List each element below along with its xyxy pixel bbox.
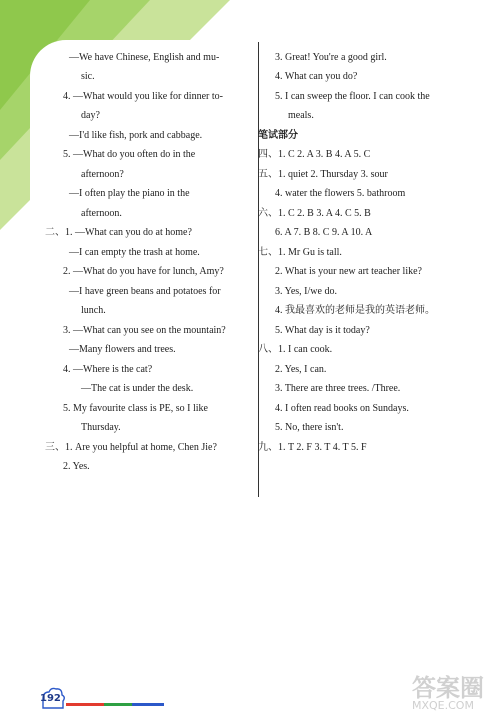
answer-line: 2. Yes, I can.	[275, 364, 327, 375]
answer-line: 七、1. Mr Gu is tall.	[258, 247, 342, 258]
watermark-url: MXQE.COM	[412, 699, 474, 712]
answer-line: 4. water the flowers 5. bathroom	[275, 188, 406, 199]
answer-line: afternoon.	[81, 208, 122, 219]
answer-line: 5. My favourite class is PE, so I like	[63, 403, 208, 414]
watermark	[412, 676, 484, 712]
watermark-title: 答案圈	[412, 674, 484, 702]
answer-line: 5. No, there isn't.	[275, 422, 344, 433]
answer-line: 4. —Where is the cat?	[63, 364, 153, 375]
answer-line: 二、1. —What can you do at home?	[45, 227, 192, 238]
answer-line: day?	[81, 110, 100, 121]
answer-line: 4. —What would you like for dinner to-	[63, 91, 223, 102]
answer-line: 五、1. quiet 2. Thursday 3. sour	[258, 169, 388, 180]
answer-line: —We have Chinese, English and mu-	[69, 52, 220, 63]
answer-line: —I have green beans and potatoes for	[69, 286, 221, 297]
answer-line: lunch.	[81, 305, 106, 316]
answer-line: afternoon?	[81, 169, 124, 180]
section-heading: 笔试部分	[258, 130, 298, 141]
answer-line: Thursday.	[81, 422, 121, 433]
answer-line: 5. What day is it today?	[275, 325, 370, 336]
answer-line: meals.	[288, 110, 314, 121]
answer-line: 3. Great! You're a good girl.	[275, 52, 387, 63]
answer-line: 六、1. C 2. B 3. A 4. C 5. B	[258, 208, 371, 219]
answer-line: —The cat is under the desk.	[81, 383, 194, 394]
answer-line: 2. What is your new art teacher like?	[275, 266, 422, 277]
answer-line: 4. 我最喜欢的老师是我的英语老师。	[275, 305, 435, 316]
answer-line: —I'd like fish, pork and cabbage.	[69, 130, 203, 141]
answer-line: 2. —What do you have for lunch, Amy?	[63, 266, 224, 277]
page-number: 192	[40, 693, 61, 704]
answer-line: 3. Yes, I/we do.	[275, 286, 337, 297]
answer-line: —Many flowers and trees.	[69, 344, 176, 355]
answer-line: 九、1. T 2. F 3. T 4. T 5. F	[258, 442, 367, 453]
footer-bar-blue	[132, 703, 164, 706]
footer-bar-green	[104, 703, 132, 706]
answer-line: sic.	[81, 71, 95, 82]
answer-line: 四、1. C 2. A 3. B 4. A 5. C	[258, 149, 371, 160]
answer-line: 4. What can you do?	[275, 71, 358, 82]
answer-line: —I can empty the trash at home.	[69, 247, 200, 258]
answer-line: —I often play the piano in the	[69, 188, 190, 199]
answer-line: 三、1. Are you helpful at home, Chen Jie?	[45, 442, 217, 453]
answer-line: 3. —What can you see on the mountain?	[63, 325, 226, 336]
answer-line: 5. —What do you often do in the	[63, 149, 196, 160]
answer-line: 2. Yes.	[63, 461, 90, 472]
answer-line: 6. A 7. B 8. C 9. A 10. A	[275, 227, 373, 238]
column-divider	[258, 42, 259, 497]
answer-line: 5. I can sweep the floor. I can cook the	[275, 91, 430, 102]
footer-bar-red	[66, 703, 104, 706]
answer-line: 3. There are three trees. /Three.	[275, 383, 401, 394]
answer-line: 八、1. I can cook.	[258, 344, 333, 355]
answer-line: 4. I often read books on Sundays.	[275, 403, 409, 414]
